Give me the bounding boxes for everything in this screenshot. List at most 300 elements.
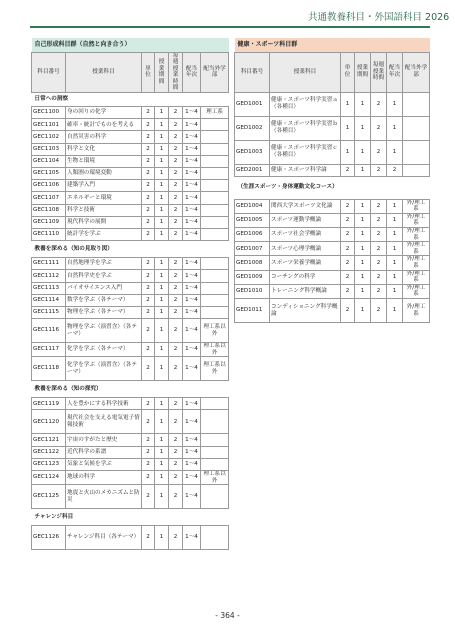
year: 1～4: [183, 131, 201, 143]
year: 2: [387, 164, 403, 176]
year: 1: [387, 116, 403, 140]
year: 1～4: [183, 282, 201, 294]
excluded-faculty: [201, 180, 229, 192]
table-row: [32, 458, 229, 470]
table-row: [32, 306, 229, 318]
year: 1～4: [183, 270, 201, 282]
weekly-hours: 2: [371, 284, 387, 298]
course-code: GEC1123: [32, 458, 66, 470]
column-header: 配当外学部: [403, 52, 430, 92]
term: 1: [155, 458, 169, 470]
excluded-faculty: 理工系以外: [201, 357, 229, 381]
course-name: 人類圏の環境変動: [66, 168, 142, 180]
course-code: GEC1118: [32, 357, 66, 381]
weekly-hours: 2: [371, 213, 387, 227]
course-name: 化学を学ぶ（演習含）（各テーマ）: [66, 357, 142, 381]
course-name: スポーツ栄養学概論: [270, 256, 341, 270]
course-name: 自然災害の科学: [66, 131, 142, 143]
term: 1: [155, 294, 169, 306]
column-header: 授業期間: [355, 52, 371, 92]
year: 1: [387, 242, 403, 256]
course-code: GEC1112: [32, 270, 66, 282]
year: 1: [387, 270, 403, 284]
year: 1～4: [183, 204, 201, 216]
course-name: 身の回りの化学: [66, 107, 142, 119]
table-row: [235, 164, 430, 176]
course-code: GEC1103: [32, 143, 66, 155]
credits: 2: [142, 410, 155, 434]
credits: 2: [341, 270, 355, 284]
term: 1: [355, 92, 371, 116]
table-row: [32, 228, 229, 240]
column-header: 科目番号: [235, 52, 270, 92]
weekly-hours: 2: [169, 282, 183, 294]
excluded-faculty: 外/理工系: [403, 199, 430, 213]
term: 1: [155, 410, 169, 434]
excluded-faculty: [201, 143, 229, 155]
excluded-faculty: [201, 294, 229, 306]
course-name: 地震と火山のメカニズムと防災: [66, 485, 142, 509]
excluded-faculty: [201, 485, 229, 509]
course-code: GEC1107: [32, 192, 66, 204]
course-name: 自然科学史を学ぶ: [66, 270, 142, 282]
credits: 1: [341, 116, 355, 140]
excluded-faculty: 外/理工系: [403, 256, 430, 270]
weekly-hours: 2: [169, 526, 183, 550]
term: 1: [355, 242, 371, 256]
table-row: [32, 471, 229, 485]
section-label: チャレンジ科目: [32, 509, 229, 526]
term: 1: [155, 168, 169, 180]
table-row: [32, 204, 229, 216]
term: 1: [155, 131, 169, 143]
year: 1: [387, 92, 403, 116]
credits: 2: [142, 485, 155, 509]
excluded-faculty: [201, 398, 229, 410]
table-row: [32, 143, 229, 155]
course-code: GEC1115: [32, 306, 66, 318]
page-number: - 364 -: [215, 611, 240, 620]
credits: 2: [142, 168, 155, 180]
excluded-faculty: [201, 434, 229, 446]
course-name: スポーツ社会学概論: [270, 228, 341, 242]
course-name: チャレンジ科目（各テーマ）: [66, 526, 142, 550]
course-code: GEC1122: [32, 446, 66, 458]
course-name: 現代科学の展開: [66, 216, 142, 228]
weekly-hours: 2: [169, 398, 183, 410]
excluded-faculty: [201, 306, 229, 318]
section-row: [32, 241, 229, 258]
course-code: GEC1101: [32, 119, 66, 131]
weekly-hours: 2: [169, 357, 183, 381]
term: 1: [355, 299, 371, 323]
table-row: [32, 180, 229, 192]
course-name: コーチングの科学: [270, 270, 341, 284]
term: 1: [355, 228, 371, 242]
excluded-faculty: [201, 270, 229, 282]
excluded-faculty: [201, 282, 229, 294]
column-header: 毎週授業時間: [371, 52, 387, 92]
table-row: [32, 168, 229, 180]
excluded-faculty: [201, 131, 229, 143]
credits: 2: [142, 155, 155, 167]
course-name: 健康・スポーツ科学論: [270, 164, 341, 176]
credits: 2: [142, 458, 155, 470]
excluded-faculty: 外/理工系: [403, 213, 430, 227]
table-row: [32, 357, 229, 381]
weekly-hours: 2: [169, 155, 183, 167]
table-row: [32, 155, 229, 167]
term: 1: [155, 204, 169, 216]
excluded-faculty: 理工系: [201, 107, 229, 119]
term: 1: [355, 270, 371, 284]
column-header: 配当年次: [183, 52, 201, 93]
course-code: GED1005: [235, 213, 270, 227]
table-row: [235, 284, 430, 298]
table-row: [32, 294, 229, 306]
header-rule: [30, 26, 430, 28]
term: 1: [155, 434, 169, 446]
term: 1: [155, 471, 169, 485]
year: 1～4: [183, 398, 201, 410]
excluded-faculty: 外/理工系: [403, 284, 430, 298]
course-code: GED2001: [235, 164, 270, 176]
course-code: GED1001: [235, 92, 270, 116]
course-name: 生物と環境: [66, 155, 142, 167]
weekly-hours: 2: [371, 164, 387, 176]
credits: 2: [341, 199, 355, 213]
year: 1～4: [183, 446, 201, 458]
course-code: GEC1113: [32, 282, 66, 294]
section-row: [235, 176, 430, 199]
excluded-faculty: [201, 155, 229, 167]
page-header-title: 共通教養科目・外国語科目 2026: [308, 12, 450, 23]
course-name: 科学と文化: [66, 143, 142, 155]
term: 1: [355, 140, 371, 164]
course-name: 人を豊かにする科学技術: [66, 398, 142, 410]
year: 1～4: [183, 485, 201, 509]
weekly-hours: 2: [169, 410, 183, 434]
year: 1～4: [183, 294, 201, 306]
year: 1～4: [183, 458, 201, 470]
course-name: 自然地理学を学ぶ: [66, 258, 142, 270]
credits: 2: [142, 306, 155, 318]
course-name: 現代社会を支える電気電子情報技術: [66, 410, 142, 434]
year: 1～4: [183, 357, 201, 381]
course-name: 健康・スポーツ科学実習ｂ（各種目）: [270, 116, 341, 140]
year: 1～4: [183, 180, 201, 192]
weekly-hours: 2: [169, 343, 183, 357]
term: 1: [355, 284, 371, 298]
term: 1: [355, 199, 371, 213]
course-code: GEC1100: [32, 107, 66, 119]
course-code: GEC1120: [32, 410, 66, 434]
table-row: [32, 216, 229, 228]
credits: 2: [142, 526, 155, 550]
credits: 2: [341, 213, 355, 227]
course-code: GED1008: [235, 256, 270, 270]
excluded-faculty: [201, 458, 229, 470]
weekly-hours: 2: [371, 242, 387, 256]
section-label: （生涯スポーツ・身体運動文化コース）: [235, 176, 430, 199]
table-row: [32, 192, 229, 204]
year: 1～4: [183, 168, 201, 180]
course-code: GEC1126: [32, 526, 66, 550]
year: 1～4: [183, 192, 201, 204]
year: 1: [387, 256, 403, 270]
table-header-row: [235, 52, 430, 92]
weekly-hours: 2: [169, 434, 183, 446]
table-title-row: [235, 38, 430, 52]
weekly-hours: 2: [169, 270, 183, 282]
course-code: GEC1117: [32, 343, 66, 357]
credits: 2: [142, 119, 155, 131]
term: 1: [155, 270, 169, 282]
weekly-hours: 2: [169, 306, 183, 318]
term: 1: [155, 107, 169, 119]
excluded-faculty: 理工系以外: [201, 343, 229, 357]
term: 1: [155, 446, 169, 458]
course-name: 地球の科学: [66, 471, 142, 485]
year: 1～4: [183, 471, 201, 485]
term: 1: [155, 119, 169, 131]
term: 1: [355, 213, 371, 227]
table-row: [235, 199, 430, 213]
right-course-table: [234, 38, 430, 323]
weekly-hours: 2: [169, 258, 183, 270]
term: 1: [155, 526, 169, 550]
credits: 2: [142, 107, 155, 119]
table-row: [32, 410, 229, 434]
course-code: GEC1114: [32, 294, 66, 306]
credits: 2: [142, 398, 155, 410]
excluded-faculty: 理工系以外: [201, 319, 229, 343]
course-name: 確率・統計でものを考える: [66, 119, 142, 131]
weekly-hours: 2: [169, 168, 183, 180]
table-row: [235, 270, 430, 284]
left-course-table: [31, 38, 229, 550]
course-code: GEC1125: [32, 485, 66, 509]
course-code: GED1003: [235, 140, 270, 164]
credits: 2: [142, 446, 155, 458]
course-code: GEC1116: [32, 319, 66, 343]
table-row: [32, 398, 229, 410]
course-name: 建築学入門: [66, 180, 142, 192]
weekly-hours: 2: [169, 119, 183, 131]
course-code: GED1002: [235, 116, 270, 140]
credits: 2: [142, 471, 155, 485]
excluded-faculty: [403, 92, 430, 116]
course-code: GEC1124: [32, 471, 66, 485]
excluded-faculty: [201, 258, 229, 270]
table-row: [235, 299, 430, 323]
excluded-faculty: [201, 204, 229, 216]
table-row: [235, 92, 430, 116]
year: 1～4: [183, 119, 201, 131]
table-row: [32, 485, 229, 509]
course-name: バイオサイエンス入門: [66, 282, 142, 294]
table-header-row: [32, 52, 229, 93]
term: 1: [155, 228, 169, 240]
weekly-hours: 2: [169, 228, 183, 240]
column-header: 単位: [142, 52, 155, 93]
excluded-faculty: [201, 168, 229, 180]
year: 1～4: [183, 155, 201, 167]
credits: 2: [341, 228, 355, 242]
section-label: 教養を深める（知の探究）: [32, 381, 229, 398]
weekly-hours: 2: [169, 180, 183, 192]
table-row: [235, 116, 430, 140]
section-label: 教養を深める（知の見取り図）: [32, 241, 229, 258]
column-header: 科目番号: [32, 52, 66, 93]
table-row: [235, 256, 430, 270]
table-row: [235, 213, 430, 227]
course-name: 健康・スポーツ科学実習ａ（各種目）: [270, 92, 341, 116]
year: 1～4: [183, 258, 201, 270]
term: 1: [155, 143, 169, 155]
column-header: 毎週授業時間: [169, 52, 183, 93]
course-code: GEC1104: [32, 155, 66, 167]
course-name: 物理を学ぶ（演習含）（各テーマ）: [66, 319, 142, 343]
year: 1～4: [183, 526, 201, 550]
weekly-hours: 2: [169, 458, 183, 470]
year: 1: [387, 140, 403, 164]
credits: 2: [142, 294, 155, 306]
term: 1: [355, 164, 371, 176]
course-name: 近代科学の系譜: [66, 446, 142, 458]
weekly-hours: 2: [371, 256, 387, 270]
course-name: 宇宙のすがたと歴史: [66, 434, 142, 446]
year: 1～4: [183, 343, 201, 357]
course-name: コンディショニング科学概論: [270, 299, 341, 323]
credits: 2: [142, 434, 155, 446]
credits: 2: [142, 319, 155, 343]
credits: 2: [142, 204, 155, 216]
credits: 2: [341, 284, 355, 298]
credits: 2: [142, 180, 155, 192]
table-row: [235, 228, 430, 242]
table-row: [32, 107, 229, 119]
table-title: 健康・スポーツ科目群: [235, 38, 430, 52]
course-name: 気象と気候を学ぶ: [66, 458, 142, 470]
year: 1: [387, 299, 403, 323]
year: 1～4: [183, 410, 201, 434]
weekly-hours: 2: [169, 216, 183, 228]
credits: 1: [341, 92, 355, 116]
year: 1～4: [183, 306, 201, 318]
term: 1: [155, 306, 169, 318]
credits: 2: [142, 258, 155, 270]
course-code: GED1006: [235, 228, 270, 242]
table-row: [235, 242, 430, 256]
credits: 2: [142, 131, 155, 143]
section-row: [32, 509, 229, 526]
weekly-hours: 2: [169, 131, 183, 143]
excluded-faculty: [403, 116, 430, 140]
credits: 2: [142, 282, 155, 294]
table-row: [235, 140, 430, 164]
weekly-hours: 2: [169, 143, 183, 155]
credits: 2: [142, 270, 155, 282]
course-name: トレーニング科学概論: [270, 284, 341, 298]
year: 1～4: [183, 107, 201, 119]
weekly-hours: 2: [371, 199, 387, 213]
year: 1: [387, 199, 403, 213]
excluded-faculty: [201, 216, 229, 228]
course-name: 化学を学ぶ（各テーマ）: [66, 343, 142, 357]
table-row: [32, 270, 229, 282]
credits: 2: [341, 242, 355, 256]
credits: 1: [341, 140, 355, 164]
course-name: 数学を学ぶ（各テーマ）: [66, 294, 142, 306]
course-code: GEC1102: [32, 131, 66, 143]
course-code: GEC1111: [32, 258, 66, 270]
course-code: GEC1108: [32, 204, 66, 216]
weekly-hours: 2: [169, 107, 183, 119]
term: 1: [355, 256, 371, 270]
excluded-faculty: 外/理工系: [403, 242, 430, 256]
table-row: [32, 319, 229, 343]
excluded-faculty: [403, 164, 430, 176]
column-header: 配当年次: [387, 52, 403, 92]
excluded-faculty: 外/理工系: [403, 228, 430, 242]
term: 1: [155, 343, 169, 357]
table-row: [32, 258, 229, 270]
table-row: [32, 131, 229, 143]
weekly-hours: 2: [169, 319, 183, 343]
year: 1: [387, 228, 403, 242]
course-name: 物理を学ぶ（各テーマ）: [66, 306, 142, 318]
excluded-faculty: 理工系以外: [201, 471, 229, 485]
table-row: [32, 119, 229, 131]
weekly-hours: 2: [169, 294, 183, 306]
course-name: スポーツ心理学概論: [270, 242, 341, 256]
section-row: [32, 381, 229, 398]
table-row: [32, 526, 229, 550]
excluded-faculty: 外/理工系: [403, 270, 430, 284]
weekly-hours: 2: [169, 192, 183, 204]
column-header: 単位: [341, 52, 355, 92]
term: 1: [155, 216, 169, 228]
table-row: [32, 343, 229, 357]
year: 1～4: [183, 216, 201, 228]
credits: 2: [341, 164, 355, 176]
year: 1～4: [183, 319, 201, 343]
weekly-hours: 2: [371, 270, 387, 284]
excluded-faculty: [201, 446, 229, 458]
term: 1: [155, 192, 169, 204]
year: 1～4: [183, 434, 201, 446]
year: 1～4: [183, 143, 201, 155]
weekly-hours: 2: [371, 228, 387, 242]
course-code: GED1011: [235, 299, 270, 323]
credits: 2: [142, 228, 155, 240]
credits: 2: [142, 192, 155, 204]
excluded-faculty: [201, 410, 229, 434]
weekly-hours: 2: [371, 92, 387, 116]
course-name: スポーツ運動学概論: [270, 213, 341, 227]
weekly-hours: 2: [169, 471, 183, 485]
column-header: 授業科目: [66, 52, 142, 93]
course-code: GED1009: [235, 270, 270, 284]
excluded-faculty: 外/理工系: [403, 299, 430, 323]
excluded-faculty: [201, 192, 229, 204]
excluded-faculty: [201, 119, 229, 131]
course-code: GED1007: [235, 242, 270, 256]
term: 1: [155, 398, 169, 410]
term: 1: [155, 155, 169, 167]
excluded-faculty: [201, 526, 229, 550]
